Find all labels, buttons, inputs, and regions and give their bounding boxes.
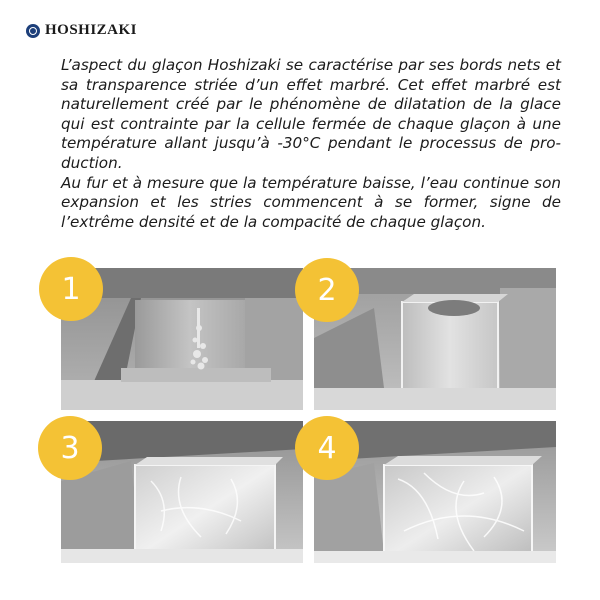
step-2-badge: 2 [295,258,359,322]
hoshizaki-logo-icon [26,24,40,38]
brand-name: HOSHIZAKI [45,22,138,38]
step-3-badge: 3 [38,416,102,480]
paragraph-1: L’aspect du glaçon Hoshizaki se caractérise par ses bords nets et sa transparence striée d’un effet marbré. Cet effet marbré est naturellement créé par le phénomène de dilatation de la glace qui est contrainte par la cellule fermée de chaque glaçon à une température allant jusqu’à -30°C pendant le processus de production. [61,56,561,172]
step-1-badge: 1 [39,257,103,321]
paragraph-2: Au fur et à mesure que la température baisse, l’eau continue son expansion et les stries commencent à se former, signe de l’extrême densité et de la compacité de chaque glaçon. [61,173,561,231]
step-4-badge: 4 [295,416,359,480]
brand-logo [26,22,137,39]
description-text [61,56,561,232]
